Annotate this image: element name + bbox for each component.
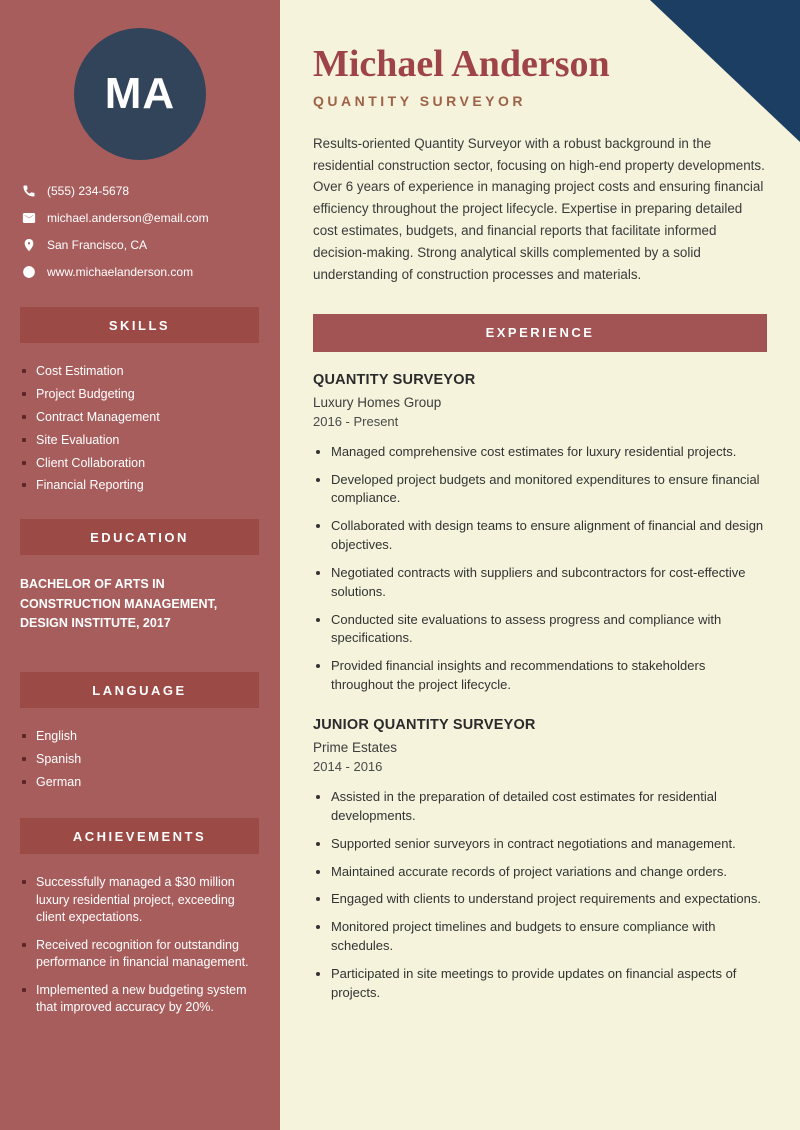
language-item: German [22, 774, 262, 791]
job-bullet-list [313, 788, 767, 1003]
job-title: JUNIOR QUANTITY SURVEYOR [313, 716, 536, 733]
job-dates: 2016 - Present [313, 413, 399, 429]
job-bullet: • Collaborated with design teams to ensure alignment of financial and design objectives. [331, 517, 767, 555]
job-dates: 2014 - 2016 [313, 758, 383, 774]
job-company: Luxury Homes Group [313, 394, 442, 410]
job-bullet: • Conducted site evaluations to assess progress and compliance with specifications. [331, 611, 767, 649]
job-entry [313, 372, 767, 695]
experience-heading-label: EXPERIENCE [485, 325, 595, 341]
achievement-item: Received recognition for outstanding performance in financial management. [22, 937, 262, 972]
job-bullet: • Maintained accurate records of project variations and change orders. [331, 863, 767, 882]
contact-phone [22, 184, 262, 198]
job-bullet: • Provided financial insights and recommendations to stakeholders throughout the project lifecycle. [331, 657, 767, 695]
avatar-initials: MA [104, 69, 176, 118]
main-content [280, 0, 800, 1130]
skills-heading-label: SKILLS [108, 317, 171, 333]
achievements-list [0, 874, 280, 1017]
role-subtitle: QUANTITY SURVEYOR [313, 92, 527, 109]
job-entry [313, 717, 767, 1003]
skills-list [0, 363, 280, 494]
skills-heading [20, 307, 259, 343]
contact-email [22, 211, 262, 225]
job-title: QUANTITY SURVEYOR [313, 371, 476, 388]
education-entry: BACHELOR OF ARTS IN CONSTRUCTION MANAGEMENT, DESIGN INSTITUTE, 2017 [20, 577, 218, 630]
page-title: Michael Anderson [313, 43, 610, 85]
globe-icon [22, 265, 36, 279]
achievement-item: Implemented a new budgeting system that improved accuracy by 20%. [22, 982, 262, 1017]
sidebar [0, 0, 280, 1130]
job-bullet: • Developed project budgets and monitored expenditures to ensure financial compliance. [331, 471, 767, 509]
language-list [0, 728, 280, 791]
language-heading-label: LANGUAGE [92, 682, 187, 698]
email-icon [22, 211, 36, 225]
contact-location-text: San Francisco, CA [47, 238, 148, 252]
job-bullet: • Managed comprehensive cost estimates for luxury residential projects. [331, 443, 767, 462]
phone-icon [22, 184, 36, 198]
avatar [74, 28, 206, 160]
contact-phone-text: (555) 234-5678 [47, 184, 130, 198]
skill-item: Site Evaluation [22, 432, 262, 449]
contact-website [22, 265, 262, 279]
location-pin-icon [22, 238, 36, 252]
achievements-heading [20, 818, 259, 854]
contact-website-text: www.michaelanderson.com [47, 265, 194, 279]
profile-summary: Results-oriented Quantity Surveyor with a robust background in the residential construction sector, focusing on high-end property developments. Over 6 years of experience in managing project costs and ensuring financial efficiency throughout the project lifecycle. Expertise in preparing detailed cost estimates, budgets, and financial reports that facilitate informed decision-making. Strong analytical skills complemented by a solid understanding of construction processes and materials. [313, 135, 765, 282]
achievements-heading-label: ACHIEVEMENTS [72, 828, 207, 844]
language-item: English [22, 728, 262, 745]
achievement-item: Successfully managed a $30 million luxury residential project, exceeding client expectations. [22, 874, 262, 927]
job-bullet-list [313, 443, 767, 695]
education-heading [20, 519, 259, 555]
job-company: Prime Estates [313, 739, 398, 755]
experience-heading [313, 314, 767, 352]
contact-email-text: michael.anderson@email.com [47, 211, 209, 225]
skill-item: Project Budgeting [22, 386, 262, 403]
skill-item: Financial Reporting [22, 477, 262, 494]
skill-item: Contract Management [22, 409, 262, 426]
language-heading [20, 672, 259, 708]
job-bullet: • Negotiated contracts with suppliers and subcontractors for cost-effective solutions. [331, 564, 767, 602]
contact-location [22, 238, 262, 252]
job-bullet: • Monitored project timelines and budgets to ensure compliance with schedules. [331, 918, 767, 956]
job-bullet: • Participated in site meetings to provide updates on financial aspects of projects. [331, 965, 767, 1003]
education-heading-label: EDUCATION [90, 529, 189, 545]
skill-item: Client Collaboration [22, 455, 262, 472]
job-bullet: • Supported senior surveyors in contract negotiations and management. [331, 835, 767, 854]
job-bullet: • Assisted in the preparation of detailed cost estimates for residential developments. [331, 788, 767, 826]
language-item: Spanish [22, 751, 262, 768]
skill-item: Cost Estimation [22, 363, 262, 380]
job-bullet: • Engaged with clients to understand project requirements and expectations. [331, 890, 767, 909]
contact-section [22, 184, 262, 279]
